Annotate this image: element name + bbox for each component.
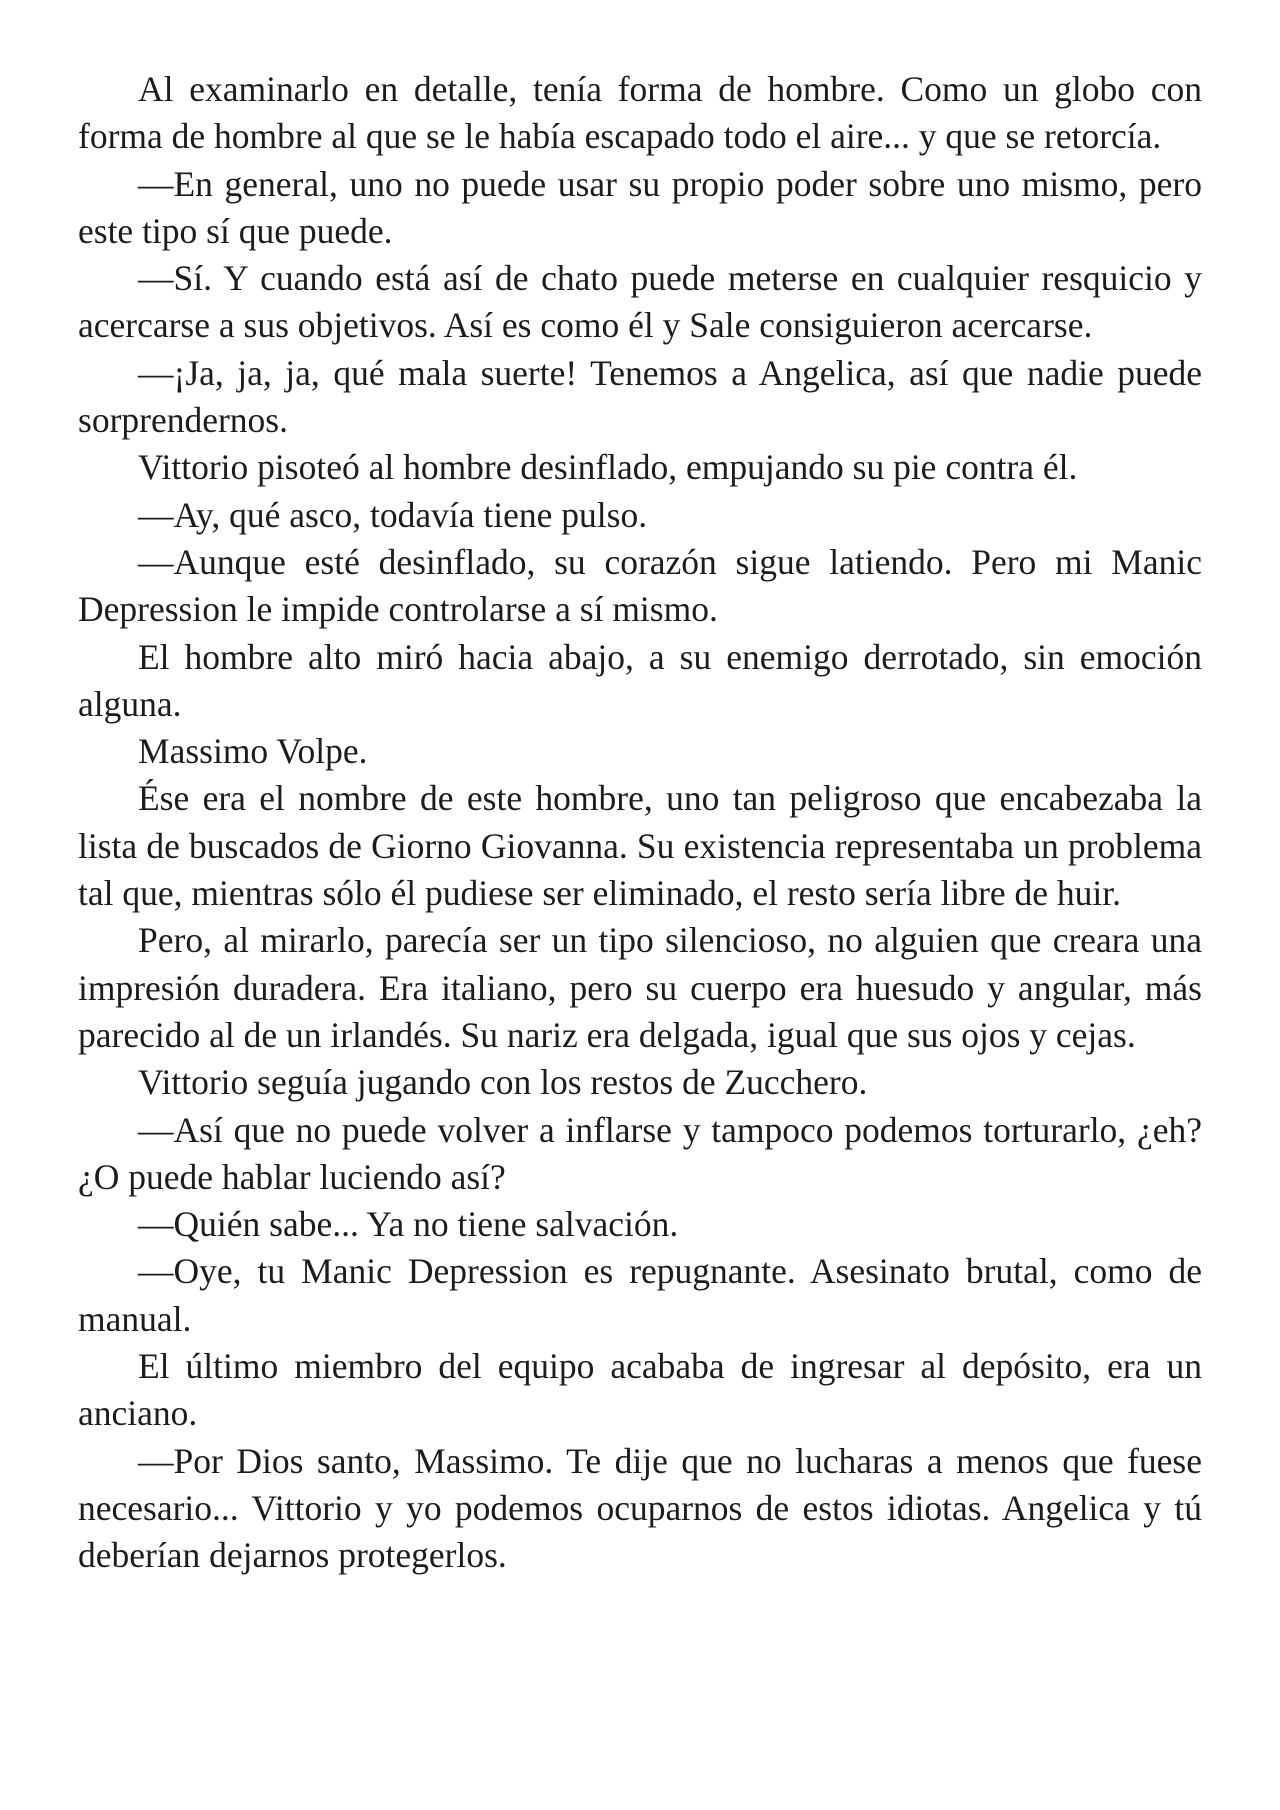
paragraph: Massimo Volpe. [138,731,368,772]
paragraph: —Sí. Y cuando está así de chato puede meterse en cualquier resquicio y acercarse a sus objetivos. Así es como él y Sale consiguieron acercarse. [78,258,1202,346]
paragraph: —Por Dios santo, Massimo. Te dije que no lucharas a menos que fuese necesario... Vittorio y yo podemos ocuparnos de estos idiotas. Angelica y tú deberían dejarnos protegerlos. [78,1440,1202,1576]
paragraph: Vittorio pisoteó al hombre desinflado, empujando su pie contra él. [138,447,1078,488]
paragraph: El último miembro del equipo acababa de ingresar al depósito, era un anciano. [78,1346,1202,1434]
paragraph: El hombre alto miró hacia abajo, a su enemigo derrotado, sin emoción alguna. [78,636,1202,724]
paragraph: —Oye, tu Manic Depression es repugnante. Asesinato brutal, como de manual. [78,1251,1202,1339]
paragraph: Vittorio seguía jugando con los restos de Zucchero. [138,1062,868,1103]
paragraph: Pero, al mirarlo, parecía ser un tipo silencioso, no alguien que creara una impresión duradera. Era italiano, pero su cuerpo era huesudo y angular, más parecido al de un irlandés. Su nariz era delgada, igual que sus ojos y cejas. [78,920,1202,1055]
paragraph: —Aunque esté desinflado, su corazón sigue latiendo. Pero mi Manic Depression le impide controlarse a sí mismo. [78,541,1202,630]
paragraph: Ése era el nombre de este hombre, uno tan peligroso que encabezaba la lista de buscados de Giorno Giovanna. Su existencia representaba un problema tal que, mientras sólo él pudiese ser eliminado, el resto sería libre de huir. [78,778,1202,914]
paragraph: —Quién sabe... Ya no tiene salvación. [138,1204,679,1245]
paragraph: —Así que no puede volver a inflarse y tampoco podemos torturarlo, ¿eh? ¿O puede hablar luciendo así? [78,1109,1202,1197]
paragraph: —¡Ja, ja, ja, qué mala suerte! Tenemos a Angelica, así que nadie puede sorprendernos. [78,352,1202,441]
paragraph: —Ay, qué asco, todavía tiene pulso. [138,494,648,535]
paragraph: —En general, uno no puede usar su propio poder sobre uno mismo, pero este tipo sí que puede. [78,163,1202,251]
page-body [78,66,1202,1580]
paragraph: Al examinarlo en detalle, tenía forma de hombre. Como un globo con forma de hombre al que se le había escapado todo el aire... y que se retorcía. [78,69,1202,157]
